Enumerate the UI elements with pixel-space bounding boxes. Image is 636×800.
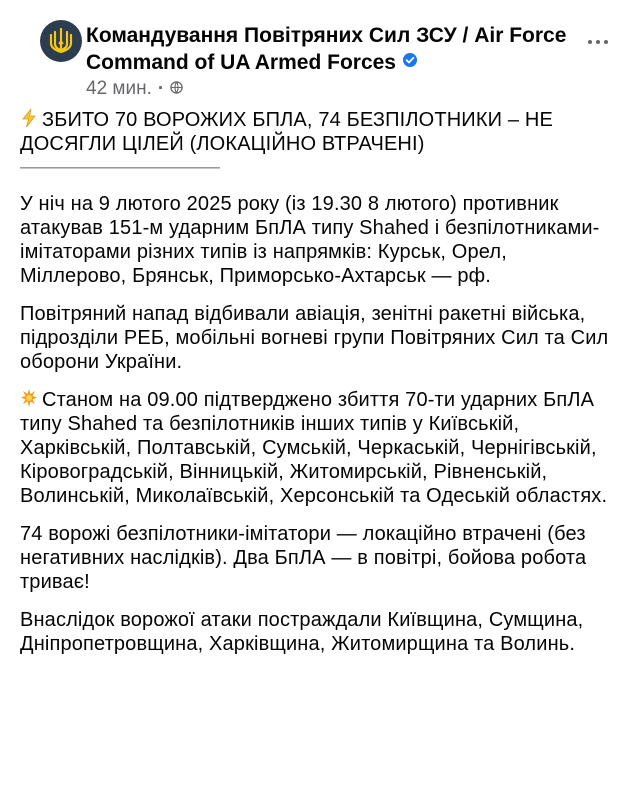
post-header bbox=[20, 0, 616, 108]
post-timestamp[interactable]: 42 мин. bbox=[86, 78, 152, 99]
post-body bbox=[20, 108, 616, 656]
explosion-icon bbox=[20, 388, 38, 408]
more-options-button[interactable] bbox=[580, 30, 616, 54]
paragraph-defense-forces: Повітряний напад відбивали авіація, зенітні ракетні війська, підрозділи РЕБ, мобільні вогневі групи Повітряних Сил та Сил оборони України. bbox=[20, 303, 609, 373]
paragraph-attack-summary: У ніч на 9 лютого 2025 року (із 19.30 8 лютого) противник атакував 151-м ударним БпЛА типу Shahed і безпілотниками-імітаторами різних типів із напрямків: Курськ, Орел, Міллерово, Брянськ, Приморсько-Ахтарськ — рф. bbox=[20, 193, 600, 287]
author-name-line2[interactable]: Command of UA Armed Forces bbox=[86, 51, 396, 74]
more-horizontal-icon bbox=[604, 40, 608, 44]
paragraph-shootdown-regions bbox=[20, 388, 616, 508]
more-horizontal-icon bbox=[588, 40, 592, 44]
shootdown-text: Станом на 09.00 підтверджено збиття 70-ти ударних БпЛА типу Shahed та безпілотників інших типів у Київській, Харківській, Полтавській, Сумській, Черкаській, Чернігівській, Кіровоградській, Вінницькій, Житомирській, Рівненській, Волинській, Миколаївській, Херсонській та Одеській областях. bbox=[20, 389, 608, 507]
author-name-line1[interactable]: Командування Повітряних Сил ЗСУ / Air Force bbox=[86, 24, 567, 47]
text-divider: —————————— bbox=[20, 156, 220, 178]
more-horizontal-icon bbox=[596, 40, 600, 44]
verified-badge-icon bbox=[402, 48, 418, 75]
globe-icon[interactable] bbox=[170, 78, 183, 100]
paragraph-affected-regions: Внаслідок ворожої атаки постраждали Київщина, Сумщина, Дніпропетровщина, Харківщина, Житомирщина та Волинь. bbox=[20, 609, 584, 655]
author-avatar[interactable] bbox=[40, 20, 82, 62]
lightning-icon bbox=[20, 108, 38, 128]
author-name[interactable] bbox=[86, 22, 606, 77]
paragraph-lost-drones: 74 ворожі безпілотники-імітатори — локаційно втрачені (без негативних наслідків). Два БпЛА — в повітрі, бойова робота триває! bbox=[20, 523, 587, 593]
post-meta bbox=[86, 78, 183, 100]
trident-icon bbox=[46, 26, 76, 56]
meta-separator: · bbox=[157, 78, 165, 99]
post-headline bbox=[20, 108, 616, 156]
headline-text: ЗБИТО 70 ВОРОЖИХ БПЛА, 74 БЕЗПІЛОТНИКИ – НЕ ДОСЯГЛИ ЦІЛЕЙ (ЛОКАЦІЙНО ВТРАЧЕНІ) bbox=[20, 109, 553, 155]
